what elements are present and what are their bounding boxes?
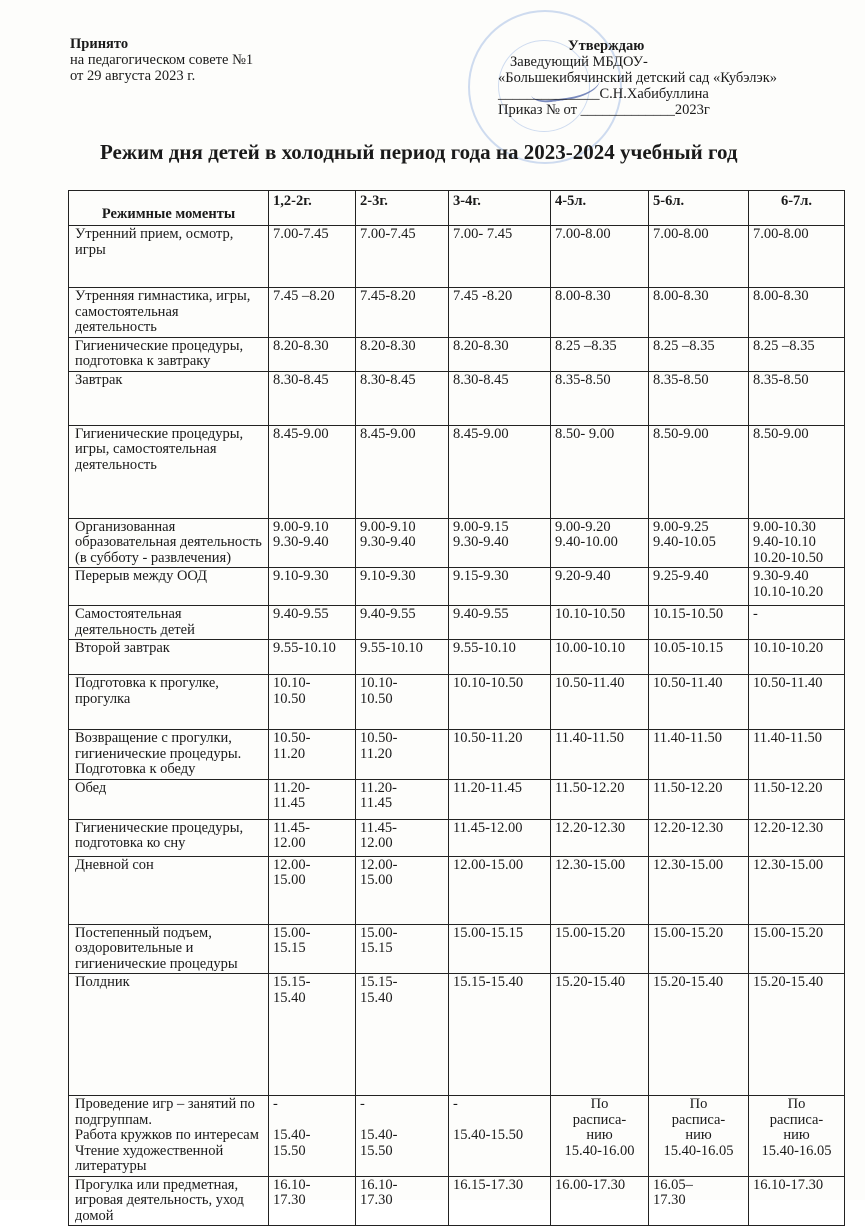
row-label: Организованная образовательная деятельность (в субботу - развлечения) (69, 518, 269, 568)
time-cell: 11.45- 12.00 (269, 819, 356, 856)
time-cell: 15.00-15.20 (749, 924, 845, 974)
time-cell: 15.00-15.20 (649, 924, 749, 974)
time-cell: 9.10-9.30 (356, 568, 449, 606)
time-cell: 11.40-11.50 (551, 730, 649, 780)
time-cell: 10.15-10.50 (649, 606, 749, 640)
time-cell: 9.00-9.15 9.30-9.40 (449, 518, 551, 568)
table-row (69, 974, 845, 1096)
time-cell: 9.40-9.55 (269, 606, 356, 640)
time-cell: 16.15-17.30 (449, 1176, 551, 1226)
time-cell: 9.55-10.10 (356, 640, 449, 675)
header-regime-moments: Режимные моменты (69, 191, 269, 226)
time-cell: 10.10- 10.50 (269, 675, 356, 730)
time-cell: - 15.40-15.50 (449, 1096, 551, 1177)
time-cell: 9.00-10.30 9.40-10.10 10.20-10.50 (749, 518, 845, 568)
time-cell: 9.25-9.40 (649, 568, 749, 606)
row-label: Гигиенические процедуры, игры, самостоятельная деятельность (69, 425, 269, 518)
time-cell: 8.30-8.45 (356, 371, 449, 425)
time-cell: 8.50-9.00 (649, 425, 749, 518)
time-cell: 7.00-8.00 (551, 226, 649, 288)
time-cell: 8.20-8.30 (269, 337, 356, 371)
time-cell: 11.20- 11.45 (269, 779, 356, 819)
time-cell: 11.50-12.20 (551, 779, 649, 819)
table-row (69, 779, 845, 819)
table-row (69, 288, 845, 338)
time-cell: 8.50- 9.00 (551, 425, 649, 518)
table-row (69, 226, 845, 288)
row-label: Утренняя гимнастика, игры, самостоятельная деятельность (69, 288, 269, 338)
time-cell: 11.50-12.20 (649, 779, 749, 819)
time-cell: 8.25 –8.35 (749, 337, 845, 371)
time-cell: 15.20-15.40 (649, 974, 749, 1096)
table-row (69, 1176, 845, 1226)
time-cell: 10.10- 10.50 (356, 675, 449, 730)
time-cell: 10.50-11.20 (449, 730, 551, 780)
row-label: Гигиенические процедуры, подготовка ко сну (69, 819, 269, 856)
time-cell: 7.00-8.00 (749, 226, 845, 288)
time-cell: 16.10- 17.30 (269, 1176, 356, 1226)
time-cell: 9.00-9.10 9.30-9.40 (269, 518, 356, 568)
time-cell: 16.05– 17.30 (649, 1176, 749, 1226)
time-cell: 12.30-15.00 (649, 856, 749, 924)
time-cell: 8.30-8.45 (449, 371, 551, 425)
time-cell: 11.40-11.50 (649, 730, 749, 780)
row-label: Постепенный подъем, оздоровительные и гигиенические процедуры (69, 924, 269, 974)
time-cell: 7.00-7.45 (356, 226, 449, 288)
time-cell: 15.00-15.20 (551, 924, 649, 974)
time-cell: 12.20-12.30 (749, 819, 845, 856)
time-cell: 9.20-9.40 (551, 568, 649, 606)
time-cell: 15.20-15.40 (551, 974, 649, 1096)
time-cell: 12.20-12.30 (649, 819, 749, 856)
approved-block (70, 36, 253, 84)
time-cell: 11.50-12.20 (749, 779, 845, 819)
time-cell: 15.15-15.40 (449, 974, 551, 1096)
time-cell: 15.15- 15.40 (269, 974, 356, 1096)
time-cell: 10.00-10.10 (551, 640, 649, 675)
time-cell: 15.15- 15.40 (356, 974, 449, 1096)
time-cell: 11.45- 12.00 (356, 819, 449, 856)
header-age-group: 3-4г. (449, 191, 551, 226)
row-label: Полдник (69, 974, 269, 1096)
time-cell: 11.20- 11.45 (356, 779, 449, 819)
time-cell: 7.45-8.20 (356, 288, 449, 338)
time-cell: По расписа- нию 15.40-16.00 (551, 1096, 649, 1177)
time-cell: 8.50-9.00 (749, 425, 845, 518)
row-label: Утренний прием, осмотр, игры (69, 226, 269, 288)
confirm-title: Утверждаю (568, 38, 645, 54)
table-row (69, 819, 845, 856)
table-row (69, 425, 845, 518)
time-cell: 15.00- 15.15 (269, 924, 356, 974)
time-cell: 9.00-9.25 9.40-10.05 (649, 518, 749, 568)
row-label: Гигиенические процедуры, подготовка к завтраку (69, 337, 269, 371)
confirm-block (498, 38, 777, 118)
time-cell: 7.00- 7.45 (449, 226, 551, 288)
time-cell: 15.00-15.15 (449, 924, 551, 974)
time-cell: 11.20-11.45 (449, 779, 551, 819)
time-cell: 9.40-9.55 (449, 606, 551, 640)
time-cell: 16.10-17.30 (749, 1176, 845, 1226)
time-cell: 10.50-11.40 (551, 675, 649, 730)
time-cell: 15.20-15.40 (749, 974, 845, 1096)
time-cell: 9.15-9.30 (449, 568, 551, 606)
time-cell: 16.10- 17.30 (356, 1176, 449, 1226)
time-cell: 12.30-15.00 (749, 856, 845, 924)
row-label: Второй завтрак (69, 640, 269, 675)
time-cell: 11.40-11.50 (749, 730, 845, 780)
time-cell: 8.20-8.30 (356, 337, 449, 371)
time-cell: 9.55-10.10 (269, 640, 356, 675)
row-label: Завтрак (69, 371, 269, 425)
time-cell: 9.00-9.20 9.40-10.00 (551, 518, 649, 568)
row-label: Возвращение с прогулки, гигиенические процедуры. Подготовка к обеду (69, 730, 269, 780)
table-row (69, 856, 845, 924)
time-cell: 7.00-7.45 (269, 226, 356, 288)
time-cell: 9.30-9.40 10.10-10.20 (749, 568, 845, 606)
time-cell: 12.00- 15.00 (356, 856, 449, 924)
table-row (69, 606, 845, 640)
header-age-group: 5-6л. (649, 191, 749, 226)
time-cell: По расписа- нию 15.40-16.05 (649, 1096, 749, 1177)
row-label: Обед (69, 779, 269, 819)
time-cell: 8.35-8.50 (551, 371, 649, 425)
approved-council: на педагогическом совете №1 (70, 52, 254, 68)
time-cell: 10.50-11.40 (749, 675, 845, 730)
time-cell: 7.45 -8.20 (449, 288, 551, 338)
header-age-group: 6-7л. (749, 191, 845, 226)
time-cell: 8.45-9.00 (356, 425, 449, 518)
time-cell: 12.20-12.30 (551, 819, 649, 856)
approved-title: Принято (70, 36, 129, 52)
time-cell: 9.55-10.10 (449, 640, 551, 675)
time-cell: 11.45-12.00 (449, 819, 551, 856)
time-cell: 8.00-8.30 (649, 288, 749, 338)
time-cell: 9.10-9.30 (269, 568, 356, 606)
time-cell: - 15.40- 15.50 (269, 1096, 356, 1177)
header-age-group: 1,2-2г. (269, 191, 356, 226)
time-cell: 12.00- 15.00 (269, 856, 356, 924)
table-row (69, 924, 845, 974)
time-cell: 10.50-11.40 (649, 675, 749, 730)
document-title: Режим дня детей в холодный период года на 2023-2024 учебный год (100, 140, 738, 164)
time-cell: 12.30-15.00 (551, 856, 649, 924)
time-cell: - (749, 606, 845, 640)
row-label: Дневной сон (69, 856, 269, 924)
time-cell: 9.00-9.10 9.30-9.40 (356, 518, 449, 568)
table-row (69, 371, 845, 425)
time-cell: 8.00-8.30 (551, 288, 649, 338)
table-row (69, 675, 845, 730)
confirm-position: Заведующий МБДОУ- (510, 54, 648, 70)
time-cell: 12.00-15.00 (449, 856, 551, 924)
time-cell: 8.35-8.50 (749, 371, 845, 425)
confirm-signatory: ______________С.Н.Хабибуллина (498, 86, 709, 102)
time-cell: По расписа- нию 15.40-16.05 (749, 1096, 845, 1177)
row-label: Перерыв между ООД (69, 568, 269, 606)
time-cell: 8.00-8.30 (749, 288, 845, 338)
confirm-order: Приказ № от _____________2023г (498, 102, 710, 118)
table-row (69, 1096, 845, 1177)
time-cell: 7.00-8.00 (649, 226, 749, 288)
row-label: Самостоятельная деятельность детей (69, 606, 269, 640)
time-cell: 8.35-8.50 (649, 371, 749, 425)
time-cell: 16.00-17.30 (551, 1176, 649, 1226)
header-age-group: 2-3г. (356, 191, 449, 226)
time-cell: 10.50- 11.20 (356, 730, 449, 780)
table-row (69, 337, 845, 371)
time-cell: 7.45 –8.20 (269, 288, 356, 338)
row-label: Прогулка или предметная, игровая деятельность, уход домой (69, 1176, 269, 1226)
time-cell: - 15.40- 15.50 (356, 1096, 449, 1177)
time-cell: 8.25 –8.35 (551, 337, 649, 371)
header-age-group: 4-5л. (551, 191, 649, 226)
time-cell: 8.45-9.00 (269, 425, 356, 518)
row-label: Проведение игр – занятий по подгруппам. Работа кружков по интересам Чтение художественной литературы (69, 1096, 269, 1177)
time-cell: 8.45-9.00 (449, 425, 551, 518)
time-cell: 10.50- 11.20 (269, 730, 356, 780)
time-cell: 10.10-10.50 (551, 606, 649, 640)
confirm-organization: «Большекибячинский детский сад «Кубэлэк» (498, 70, 777, 86)
time-cell: 8.30-8.45 (269, 371, 356, 425)
row-label: Подготовка к прогулке, прогулка (69, 675, 269, 730)
schedule-table (68, 190, 845, 1226)
table-row (69, 730, 845, 780)
time-cell: 10.10-10.50 (449, 675, 551, 730)
time-cell: 8.20-8.30 (449, 337, 551, 371)
time-cell: 10.10-10.20 (749, 640, 845, 675)
time-cell: 15.00- 15.15 (356, 924, 449, 974)
table-row (69, 568, 845, 606)
table-row (69, 518, 845, 568)
table-row (69, 640, 845, 675)
time-cell: 10.05-10.15 (649, 640, 749, 675)
time-cell: 8.25 –8.35 (649, 337, 749, 371)
time-cell: 9.40-9.55 (356, 606, 449, 640)
approved-date: от 29 августа 2023 г. (70, 68, 196, 84)
